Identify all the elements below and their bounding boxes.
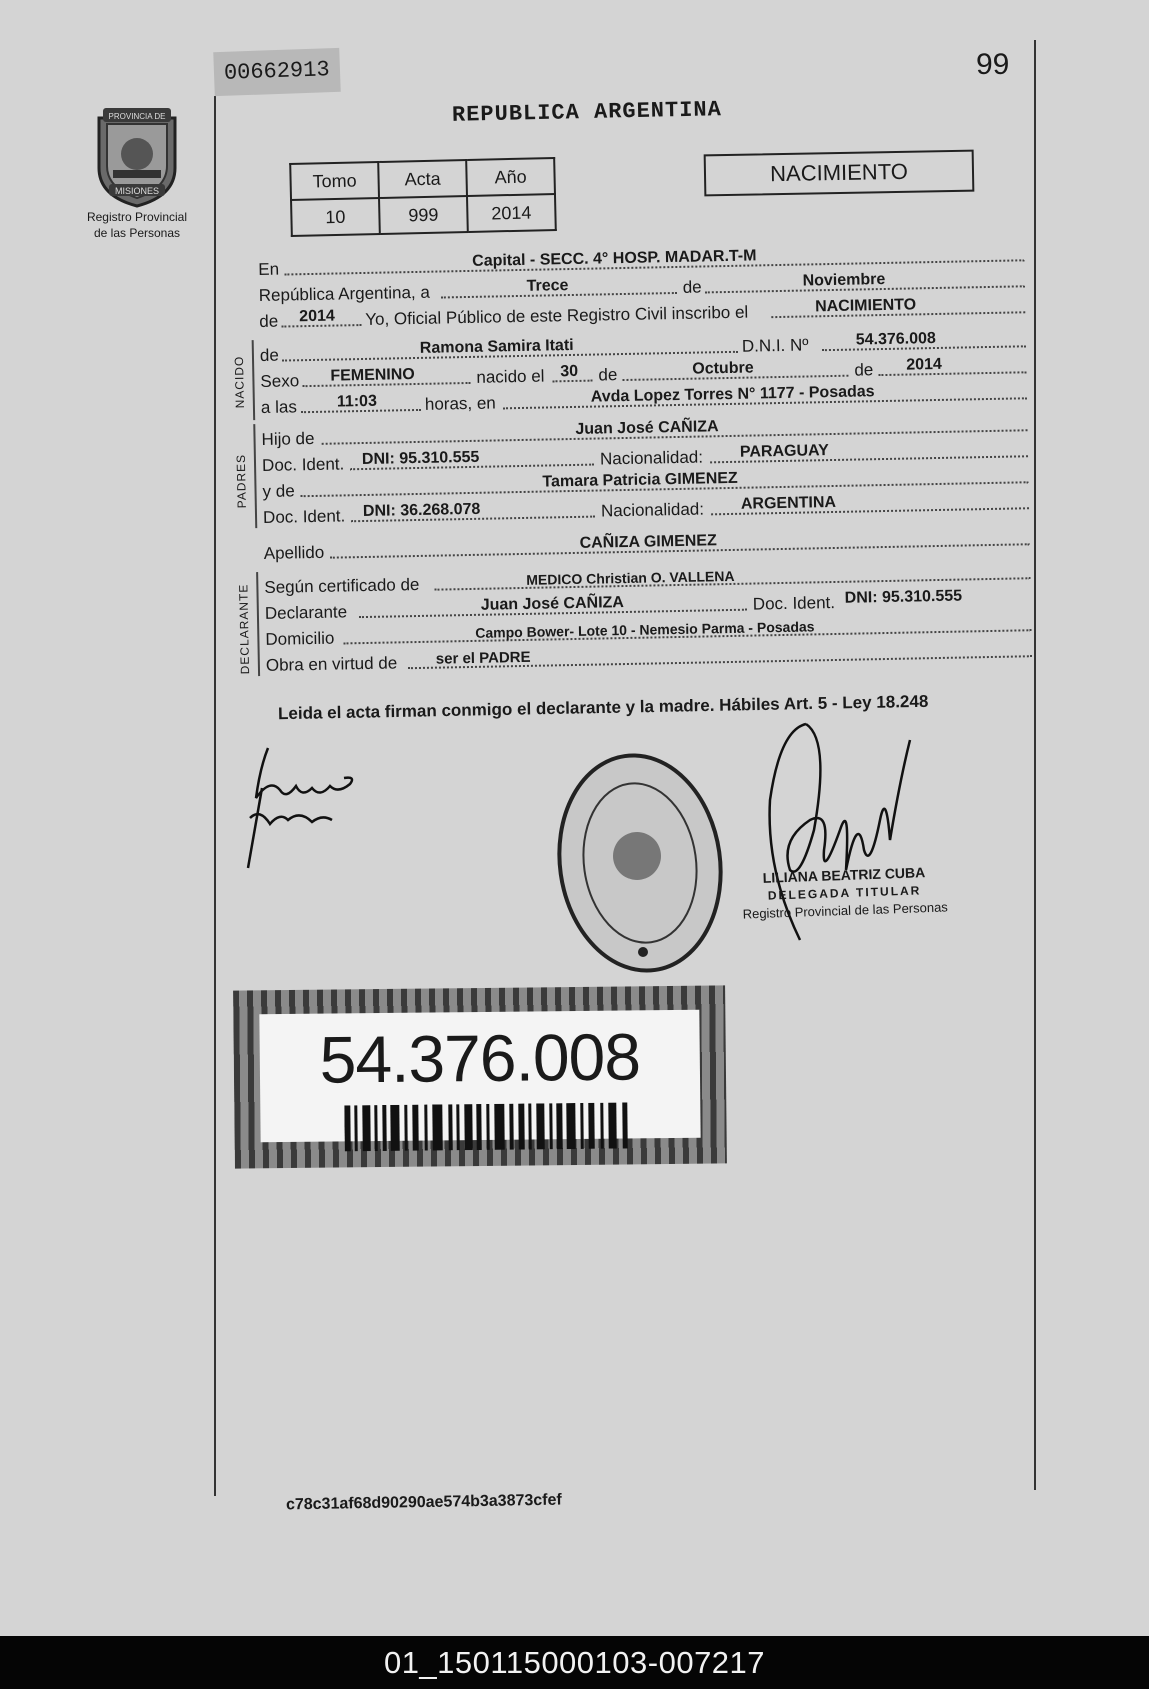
value-birth-year: 2014: [906, 355, 943, 374]
value-declarante-doc: DNI: 95.310.555: [844, 587, 963, 607]
label-horas-en: horas, en: [424, 393, 496, 414]
label-mother-nationality: Nacionalidad:: [600, 499, 705, 521]
label-father-doc: Doc. Ident.: [261, 454, 345, 475]
svg-text:PROVINCIA DE: PROVINCIA DE: [108, 112, 166, 121]
section-divider: [253, 424, 257, 528]
footer-id-bar: [0, 1636, 1149, 1689]
value-birth-day: 30: [560, 362, 579, 381]
barcode-icon: [344, 1102, 634, 1151]
dotted-line: [878, 371, 1026, 376]
label-de-2: de: [598, 365, 618, 385]
country-title: REPUBLICA ARGENTINA: [451, 97, 723, 128]
province-logo: [82, 104, 192, 240]
value-obra: ser el PADRE: [435, 648, 531, 668]
barcode-inner: [259, 1010, 700, 1143]
registry-value-acta: 999: [379, 196, 468, 234]
section-nacido: [231, 325, 1031, 418]
tag-declarante: DECLARANTE: [236, 583, 253, 675]
value-father-nationality: PARAGUAY: [739, 442, 829, 461]
label-apellido: Apellido: [263, 542, 325, 563]
label-obra: Obra en virtud de: [265, 653, 398, 675]
value-father-name: Juan José CAÑIZA: [575, 418, 719, 438]
label-oficial: Yo, Oficial Público de este Registro Civil inscribo el: [365, 302, 749, 329]
label-certificado: Según certificado de: [264, 574, 420, 597]
value-dni: 54.376.008: [855, 330, 936, 349]
footer-id: 01_150115000103-007217: [383, 1644, 766, 1680]
label-father-nationality: Nacionalidad:: [599, 447, 704, 469]
official-name: LILIANA BEATRIZ CUBA: [762, 864, 926, 886]
label-en: En: [258, 259, 280, 279]
value-sexo: FEMENINO: [330, 366, 415, 385]
official-seal-icon: [555, 748, 725, 978]
label-dni: D.N.I. Nº: [741, 335, 809, 356]
official-block: [741, 862, 948, 923]
label-name: de: [259, 345, 280, 365]
label-a-las: a las: [260, 397, 298, 417]
declarant-signature-icon: [240, 728, 370, 878]
value-year: 2014: [299, 307, 335, 326]
label-y-de: y de: [262, 481, 295, 501]
svg-text:MISIONES: MISIONES: [114, 186, 160, 196]
section-divider: [256, 572, 260, 676]
logo-caption-2: de las Personas: [93, 226, 181, 240]
closing-statement: Leida el acta firman conmigo el declarante y la madre. Hábiles Art. 5 - Ley 18.248: [277, 691, 929, 724]
value-birth-month: Octubre: [692, 359, 754, 378]
value-day-words: Trece: [526, 277, 569, 295]
value-domicilio: Campo Bower- Lote 10 - Nemesio Parma - Posadas: [475, 618, 815, 641]
tag-nacido: NACIDO: [231, 355, 247, 409]
value-month: Noviembre: [802, 270, 886, 290]
tag-padres: PADRES: [233, 453, 249, 509]
left-margin-line: [214, 96, 216, 1496]
section-padres: [233, 409, 1033, 528]
value-place: Capital - SECC. 4° HOSP. MADAR.T-M: [472, 247, 757, 270]
label-year-prefix: de: [259, 311, 279, 331]
page-number: 99: [976, 48, 1010, 81]
label-republica: República Argentina, a: [258, 282, 431, 305]
value-surname: CAÑIZA GIMENEZ: [579, 532, 717, 552]
registry-table: [289, 157, 557, 237]
registry-value-tomo: 10: [291, 198, 380, 236]
registry-header-acta: Acta: [378, 160, 467, 198]
value-birth-place: Avda Lopez Torres N° 1177 - Posadas: [590, 383, 875, 406]
label-domicilio: Domicilio: [265, 628, 335, 649]
barcode-sticker: [233, 985, 727, 1168]
label-mother-doc: Doc. Ident.: [262, 506, 346, 527]
value-declarante: Juan José CAÑIZA: [480, 594, 625, 614]
value-certificado: MEDICO Christian O. VALLENA: [526, 567, 735, 588]
registry-header-anio: Año: [466, 158, 555, 196]
serial-number: 00662913: [213, 48, 340, 96]
document-hash: c78c31af68d90290ae574b3a3873cfef: [285, 1491, 562, 1514]
label-de-3: de: [854, 360, 874, 380]
label-sexo: Sexo: [260, 371, 300, 391]
section-divider: [252, 340, 256, 420]
registry-header-tomo: Tomo: [290, 162, 379, 200]
label-de: de: [682, 277, 702, 297]
label-hijo-de: Hijo de: [261, 428, 315, 449]
right-margin-line: [1034, 40, 1036, 1490]
value-mother-name: Tamara Patricia GIMENEZ: [542, 469, 738, 491]
value-mother-doc: DNI: 36.268.078: [362, 500, 481, 521]
value-inscribo: NACIMIENTO: [814, 296, 917, 316]
coat-of-arms-icon: [89, 104, 185, 208]
act-type-box: NACIMIENTO: [704, 150, 975, 197]
label-declarante-doc: Doc. Ident.: [752, 592, 836, 614]
official-office: Registro Provincial de las Personas: [742, 899, 949, 922]
birth-record-form: [231, 239, 1036, 676]
value-father-doc: DNI: 95.310.555: [361, 448, 480, 469]
label-nacido-el: nacido el: [476, 366, 545, 387]
official-role: DELEGADA TITULAR: [767, 883, 922, 903]
section-declarante: [236, 557, 1036, 676]
label-declarante: Declarante: [264, 602, 348, 623]
value-name: Ramona Samira Itati: [419, 336, 574, 357]
value-birth-time: 11:03: [336, 392, 378, 411]
registry-value-anio: 2014: [467, 194, 556, 232]
value-mother-nationality: ARGENTINA: [740, 493, 837, 513]
logo-caption-1: Registro Provincial: [86, 210, 188, 224]
barcode-number: 54.376.008: [319, 1019, 641, 1097]
